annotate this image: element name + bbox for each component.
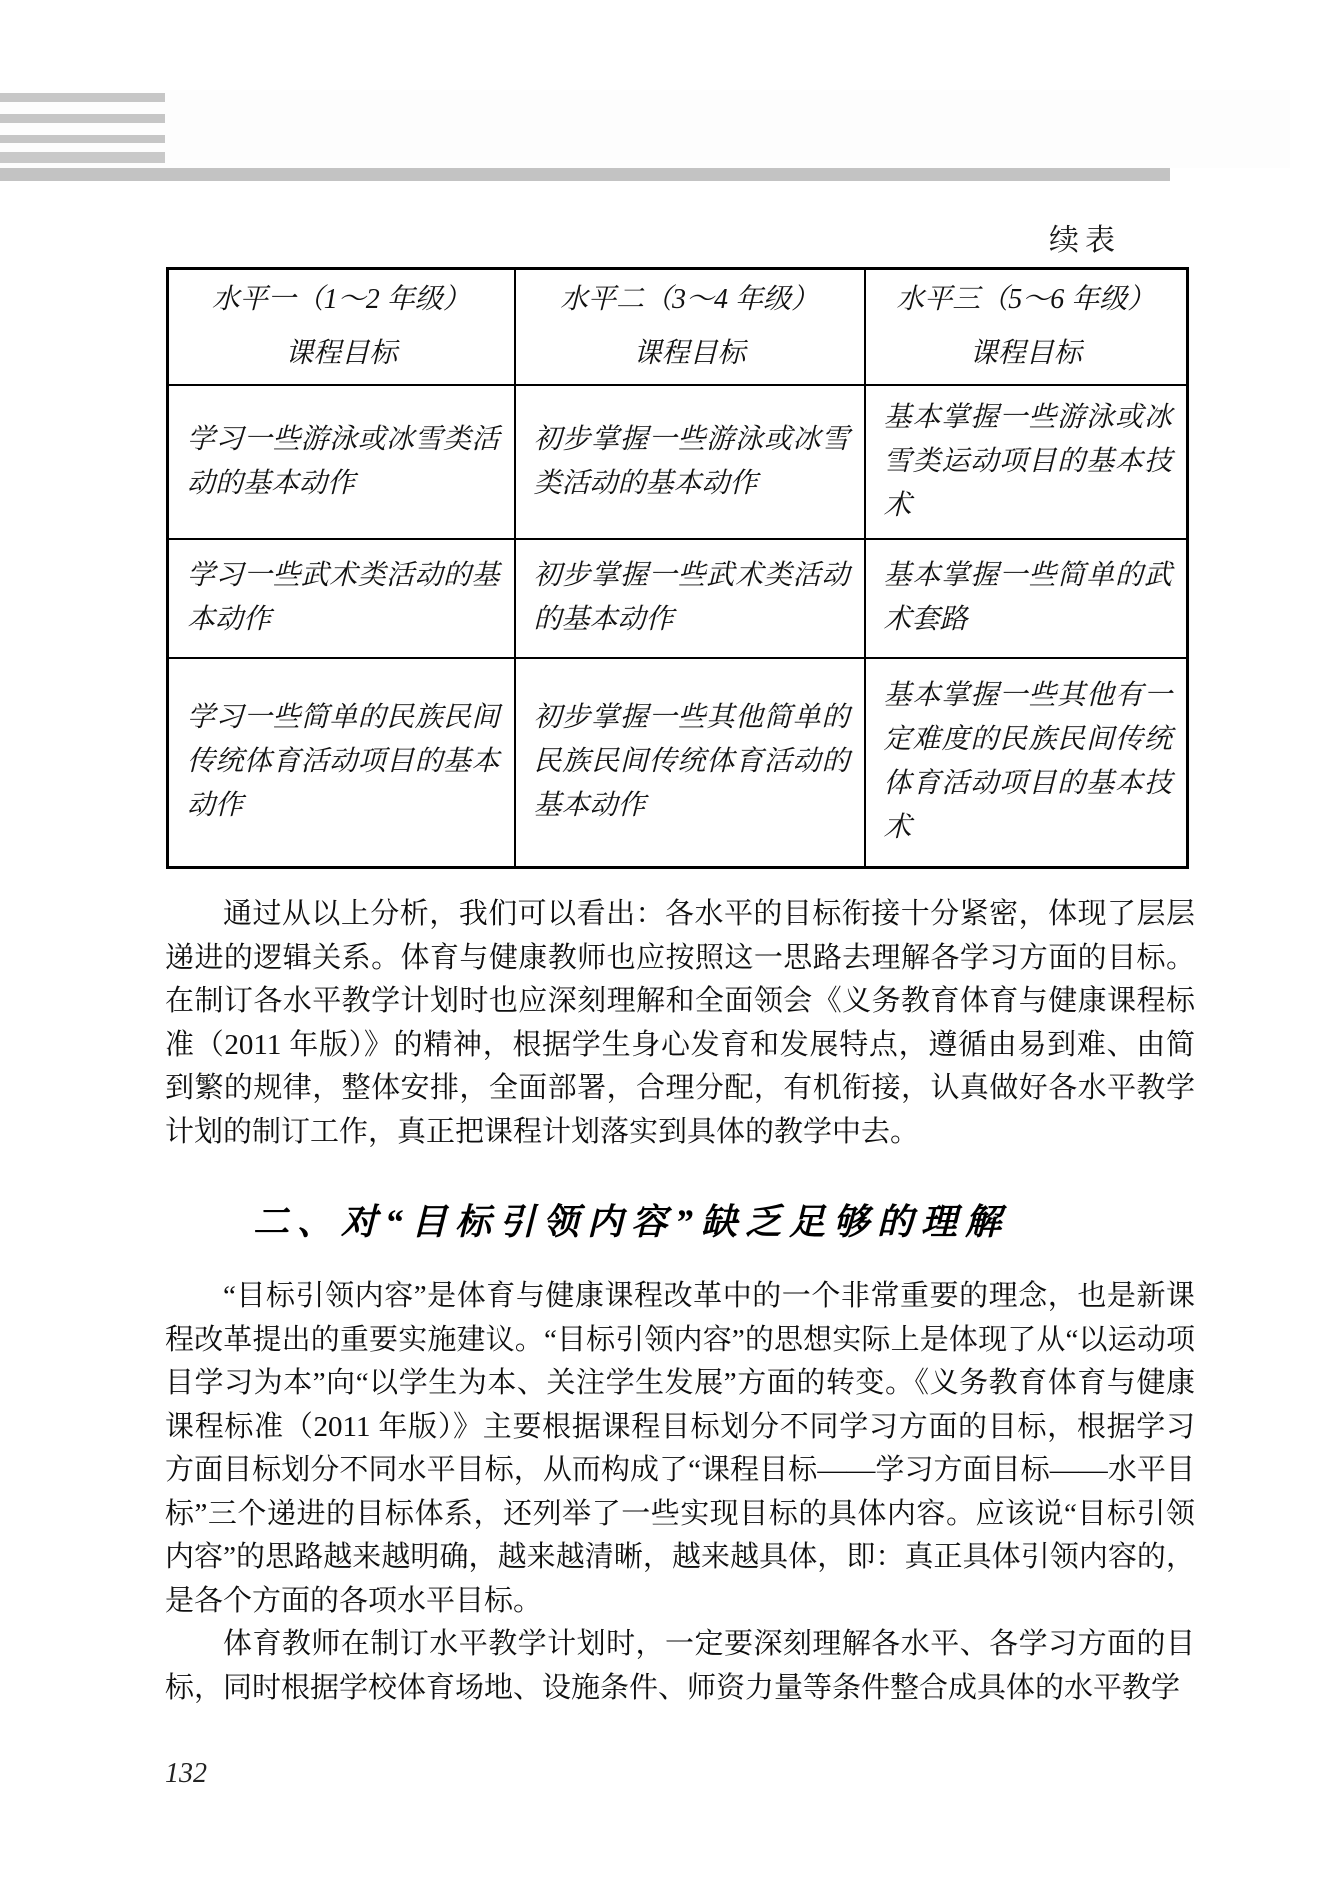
paragraph-teacher-planning: 体育教师在制订水平教学计划时，一定要深刻理解各水平、各学习方面的目标，同时根据学校体育场地、设施条件、师资力量等条件整合成具体的水平教学 — [165, 1628, 1195, 1704]
text-block — [165, 893, 1195, 1710]
table-cell: 初步掌握一些其他简单的民族民间传统体育活动的基本动作 — [515, 658, 865, 868]
header-level1 — [168, 269, 515, 385]
table-cell: 学习一些武术类活动的基本动作 — [168, 539, 515, 658]
table-cell: 基本掌握一些游泳或冰雪类运动项目的基本技术 — [865, 385, 1188, 539]
header-level3-subtitle: 课程目标 — [969, 337, 1082, 369]
table-row — [168, 658, 1188, 868]
table-row — [168, 539, 1188, 658]
table-cell: 初步掌握一些武术类活动的基本动作 — [515, 539, 865, 658]
header-level2-title: 水平二（3～4 年级） — [559, 283, 819, 315]
continued-table-label: 续表 — [1049, 224, 1121, 257]
section-heading-2: 二、对“目标引领内容”缺乏足够的理解 — [253, 1202, 1010, 1242]
header-stripe-decoration — [0, 152, 165, 163]
table-cell: 学习一些简单的民族民间传统体育活动项目的基本动作 — [168, 658, 515, 868]
table-row — [168, 385, 1188, 539]
header-level1-title: 水平一（1～2 年级） — [211, 283, 471, 315]
table-cell: 基本掌握一些其他有一定难度的民族民间传统体育活动项目的基本技术 — [865, 658, 1188, 868]
header-band-decoration — [0, 90, 1290, 168]
header-stripe-decoration — [0, 114, 165, 123]
header-stripe-decoration — [0, 93, 165, 102]
table-cell: 学习一些游泳或冰雪类活动的基本动作 — [168, 385, 515, 539]
curriculum-goals-table — [166, 267, 1189, 869]
table-header-row — [168, 269, 1188, 385]
table-cell: 基本掌握一些简单的武术套路 — [865, 539, 1188, 658]
header-level2-subtitle: 课程目标 — [633, 337, 746, 369]
header-rule-decoration — [0, 168, 1170, 181]
table-cell: 初步掌握一些游泳或冰雪类活动的基本动作 — [515, 385, 865, 539]
paragraph-analysis: 通过从以上分析，我们可以看出：各水平的目标衔接十分紧密，体现了层层递进的逻辑关系。体育与健康教师也应按照这一思路去理解各学习方面的目标。在制订各水平教学计划时也应深刻理解和全面领会《义务教育体育与健康课程标准（2011 年版）》的精神，根据学生身心发育和发展特点，遵循由易到难、由简到繁的规律，整体安排，全面部署，合理分配，有机衔接，认真做好各水平教学计划的制订工作，真正把课程计划落实到具体的教学中去。 — [165, 898, 1195, 1148]
header-level3 — [865, 269, 1188, 385]
header-stripe-decoration — [0, 135, 165, 143]
header-level3-title: 水平三（5～6 年级） — [896, 283, 1156, 315]
header-level1-subtitle: 课程目标 — [285, 337, 398, 369]
paragraph-goal-leads-content: “目标引领内容”是体育与健康课程改革中的一个非常重要的理念，也是新课程改革提出的重要实施建议。“目标引领内容”的思想实际上是体现了从“以运动项目学习为本”向“以学生为本、关注学生发展”方面的转变。《义务教育体育与健康课程标准（2011 年版）》主要根据课程目标划分不同学习方面的目标，根据学习方面目标划分不同水平目标，从而构成了“课程目标——学习方面目标——水平目标”三个递进的目标体系，还列举了一些实现目标的具体内容。应该说“目标引领内容”的思路越来越明确，越来越清晰，越来越具体，即：真正具体引领内容的，是各个方面的各项水平目标。 — [165, 1280, 1195, 1617]
header-level2 — [515, 269, 865, 385]
page-number: 132 — [165, 1758, 207, 1789]
